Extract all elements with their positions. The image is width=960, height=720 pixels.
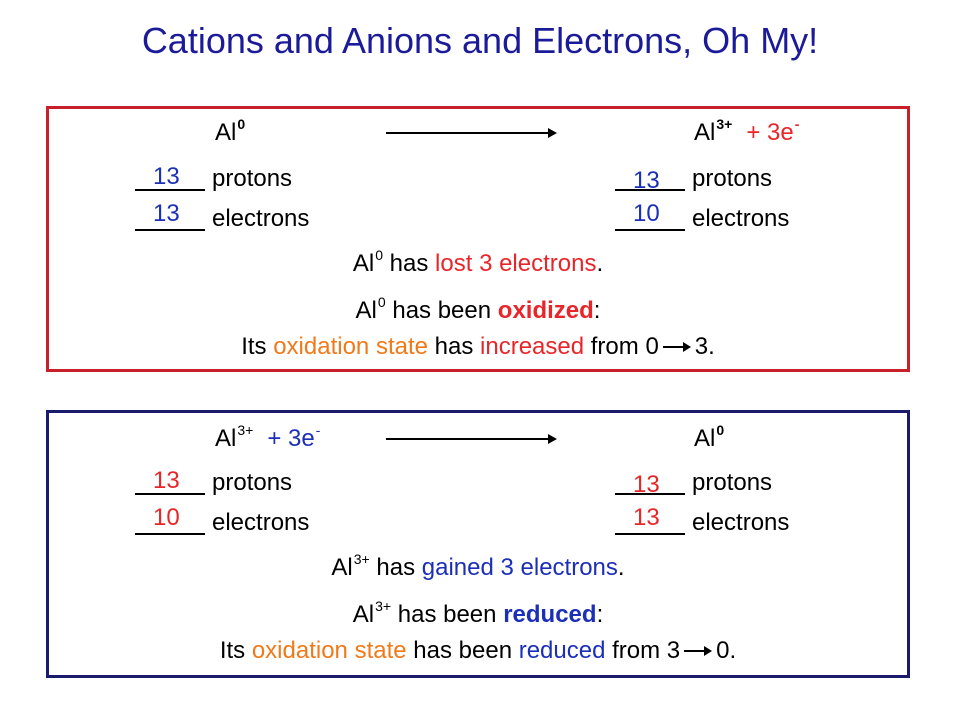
answer-right-protons: 13 (633, 167, 660, 194)
increase-arrow-icon (663, 343, 691, 353)
blank-line (615, 533, 685, 535)
answer-left-protons: 13 (153, 163, 180, 190)
electron-change-statement: $Al^{3+}$ has gained 3 electrons. (331, 551, 625, 581)
protons-label: protons (212, 165, 293, 192)
electrons-label: electrons (212, 205, 310, 232)
product-species: Al$^0$ (694, 422, 725, 452)
electrons-label: electrons (212, 509, 310, 536)
reaction-arrow (386, 438, 548, 440)
oxidation-state-statement: Its oxidation state has increased from 0 3. (241, 333, 715, 360)
reaction-arrow (386, 132, 548, 134)
protons-label: protons (692, 165, 773, 192)
page-title: Cations and Anions and Electrons, Oh My! (141, 20, 819, 61)
reduced-statement: $Al^{3+}$ has been reduced: (352, 598, 604, 628)
electron-change-statement: Al$^0$ has lost 3 electrons. (352, 247, 604, 277)
blank-line (135, 229, 205, 231)
product-species: $Al^{3+} + 3e^-$ (694, 116, 800, 146)
answer-left-protons: 13 (153, 467, 180, 494)
reactant-species: Al$^0$ (215, 116, 246, 146)
decrease-arrow-icon (684, 647, 712, 657)
oxidation-state-statement: Its oxidation state has been reduced from 3 0. (219, 637, 737, 664)
electrons-label: electrons (692, 509, 790, 536)
answer-left-electrons: 13 (153, 200, 180, 227)
protons-label: protons (212, 469, 293, 496)
reduction-panel (46, 410, 910, 678)
blank-line (135, 533, 205, 535)
oxidation-panel (46, 106, 910, 372)
answer-right-electrons: 10 (633, 200, 660, 227)
answer-left-electrons: 10 (153, 504, 180, 531)
electrons-label: electrons (692, 205, 790, 232)
blank-line (615, 229, 685, 231)
oxidized-statement: Al$^0$ has been oxidized: (355, 294, 601, 324)
reaction-arrow-head (548, 128, 557, 138)
reaction-arrow-head (548, 434, 557, 444)
answer-right-protons: 13 (633, 471, 660, 498)
answer-right-electrons: 13 (633, 504, 660, 531)
reactant-species: $Al^{3+} + 3e^-$ (215, 422, 321, 452)
protons-label: protons (692, 469, 773, 496)
